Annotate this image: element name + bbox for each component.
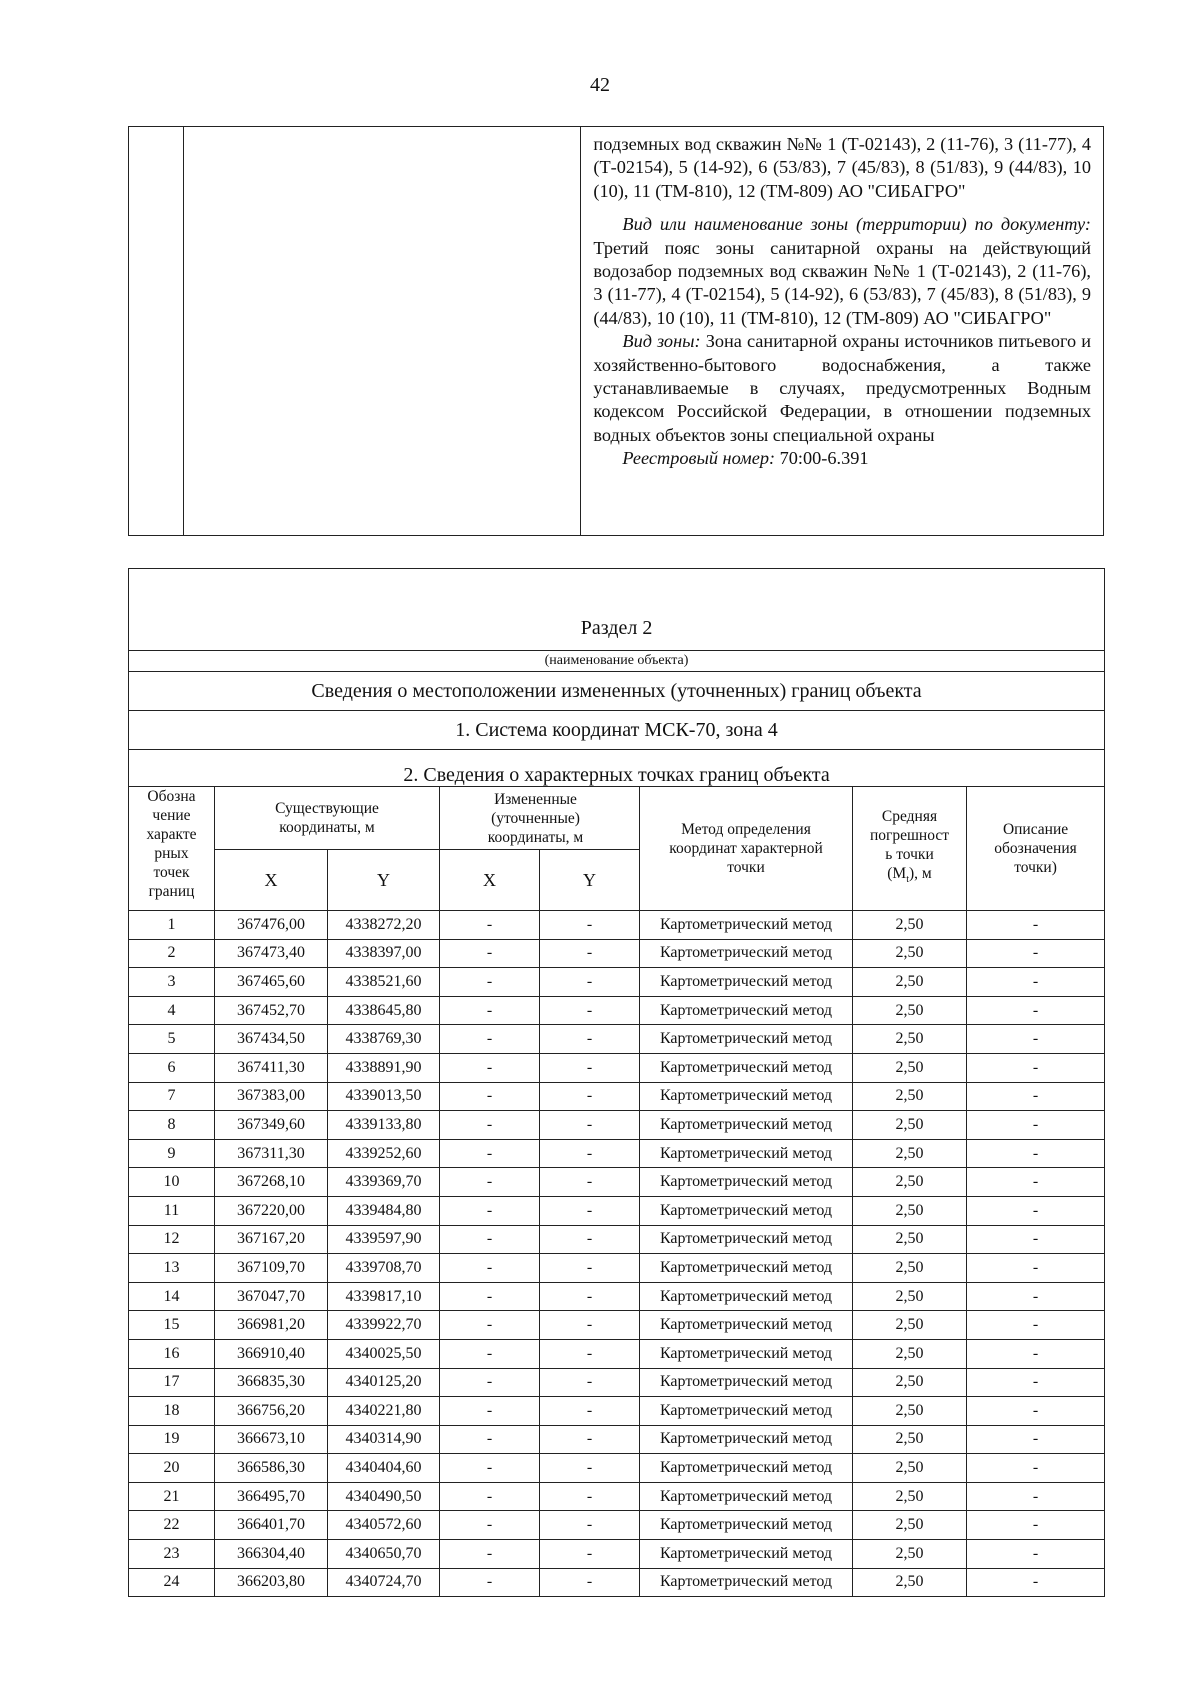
description-cell: - — [967, 1511, 1105, 1540]
changed-x-cell: - — [440, 1053, 540, 1082]
method-cell: Картометрический метод — [640, 1339, 853, 1368]
table-row — [129, 1368, 1105, 1397]
header-existing-y: Y — [328, 850, 440, 911]
existing-x-cell: 366756,20 — [215, 1397, 328, 1426]
existing-y-cell: 4339922,70 — [328, 1311, 440, 1340]
description-cell: - — [967, 1311, 1105, 1340]
changed-x-cell: - — [440, 1111, 540, 1140]
changed-y-cell: - — [540, 1368, 640, 1397]
method-cell: Картометрический метод — [640, 968, 853, 997]
error-cell: 2,50 — [853, 1225, 967, 1254]
changed-x-cell: - — [440, 911, 540, 940]
description-cell: - — [967, 1225, 1105, 1254]
points-heading: 2. Сведения о характерных точках границ объекта — [129, 750, 1105, 787]
description-cell: - — [967, 1196, 1105, 1225]
method-cell: Картометрический метод — [640, 1482, 853, 1511]
method-cell: Картометрический метод — [640, 1425, 853, 1454]
method-cell: Картометрический метод — [640, 1225, 853, 1254]
existing-x-cell: 367434,50 — [215, 1025, 328, 1054]
point-number-cell: 24 — [129, 1568, 215, 1597]
changed-y-cell: - — [540, 1139, 640, 1168]
point-number-cell: 18 — [129, 1397, 215, 1426]
error-cell: 2,50 — [853, 1425, 967, 1454]
description-cell: - — [967, 1568, 1105, 1597]
existing-x-cell: 366401,70 — [215, 1511, 328, 1540]
changed-y-cell: - — [540, 1425, 640, 1454]
changed-x-cell: - — [440, 1454, 540, 1483]
method-cell: Картометрический метод — [640, 1254, 853, 1283]
point-number-cell: 8 — [129, 1111, 215, 1140]
method-cell: Картометрический метод — [640, 1368, 853, 1397]
error-cell: 2,50 — [853, 1196, 967, 1225]
changed-y-cell: - — [540, 1053, 640, 1082]
point-number-cell: 19 — [129, 1425, 215, 1454]
changed-y-cell: - — [540, 1482, 640, 1511]
header-existing-x: X — [215, 850, 328, 911]
method-cell: Картометрический метод — [640, 1082, 853, 1111]
changed-y-cell: - — [540, 1568, 640, 1597]
changed-y-cell: - — [540, 1397, 640, 1426]
existing-x-cell: 367465,60 — [215, 968, 328, 997]
point-number-cell: 15 — [129, 1311, 215, 1340]
page-number: 42 — [590, 74, 610, 96]
method-cell: Картометрический метод — [640, 939, 853, 968]
registry-value: 70:00-6.391 — [775, 448, 869, 469]
point-number-cell: 13 — [129, 1254, 215, 1283]
error-cell: 2,50 — [853, 968, 967, 997]
table-row — [129, 1425, 1105, 1454]
changed-x-cell: - — [440, 1254, 540, 1283]
error-cell: 2,50 — [853, 1282, 967, 1311]
changed-y-cell: - — [540, 1540, 640, 1569]
description-cell: - — [967, 1282, 1105, 1311]
changed-x-cell: - — [440, 1397, 540, 1426]
table-row — [129, 996, 1105, 1025]
point-number-cell: 22 — [129, 1511, 215, 1540]
method-cell: Картометрический метод — [640, 1111, 853, 1140]
description-cell: - — [967, 1254, 1105, 1283]
point-number-cell: 3 — [129, 968, 215, 997]
point-number-cell: 1 — [129, 911, 215, 940]
description-cell: - — [967, 911, 1105, 940]
point-number-cell: 9 — [129, 1139, 215, 1168]
coordinate-system: 1. Система координат МСК-70, зона 4 — [129, 711, 1105, 750]
existing-x-cell: 366586,30 — [215, 1454, 328, 1483]
point-number-cell: 16 — [129, 1339, 215, 1368]
error-cell: 2,50 — [853, 1511, 967, 1540]
changed-y-cell: - — [540, 1168, 640, 1197]
method-cell: Картометрический метод — [640, 1397, 853, 1426]
header-changed-coords: Измененные (уточненные) координаты, м — [440, 787, 640, 850]
description-cell: - — [967, 939, 1105, 968]
existing-x-cell: 366981,20 — [215, 1311, 328, 1340]
description-cell: - — [967, 1168, 1105, 1197]
existing-y-cell: 4338272,20 — [328, 911, 440, 940]
description-cell: - — [967, 996, 1105, 1025]
changed-y-cell: - — [540, 1111, 640, 1140]
table-row — [129, 1168, 1105, 1197]
error-cell: 2,50 — [853, 1168, 967, 1197]
changed-y-cell: - — [540, 1225, 640, 1254]
zone-name-paragraph — [593, 213, 1091, 330]
existing-y-cell: 4339369,70 — [328, 1168, 440, 1197]
table-row — [129, 1196, 1105, 1225]
section-heading: Сведения о местоположении измененных (уточненных) границ объекта — [129, 672, 1105, 711]
changed-y-cell: - — [540, 1311, 640, 1340]
changed-x-cell: - — [440, 1082, 540, 1111]
description-cell: - — [967, 1368, 1105, 1397]
wells-paragraph: подземных вод скважин №№ 1 (Т-02143), 2 (11-76), 3 (11-77), 4 (Т-02154), 5 (14-92), 6 (53/83), 7 (45/83), 8 (51/83), 9 (44/83), 10 (10), 11 (ТМ-810), 12 (ТМ-809) АО "СИБАГРО" — [593, 134, 1091, 201]
point-number-cell: 11 — [129, 1196, 215, 1225]
existing-y-cell: 4340404,60 — [328, 1454, 440, 1483]
continuation-index-cell — [129, 127, 184, 536]
changed-x-cell: - — [440, 1482, 540, 1511]
table-row — [129, 1311, 1105, 1340]
existing-x-cell: 367311,30 — [215, 1139, 328, 1168]
error-cell: 2,50 — [853, 1111, 967, 1140]
error-cell: 2,50 — [853, 1339, 967, 1368]
error-cell: 2,50 — [853, 1540, 967, 1569]
description-cell: - — [967, 1339, 1105, 1368]
header-existing-coords: Существующие координаты, м — [215, 787, 440, 850]
description-cell: - — [967, 1139, 1105, 1168]
header-description: Описание обозначения точки) — [967, 787, 1105, 911]
point-number-cell: 6 — [129, 1053, 215, 1082]
point-number-cell: 7 — [129, 1082, 215, 1111]
existing-y-cell: 4340572,60 — [328, 1511, 440, 1540]
existing-x-cell: 367452,70 — [215, 996, 328, 1025]
method-cell: Картометрический метод — [640, 1139, 853, 1168]
error-cell: 2,50 — [853, 1397, 967, 1426]
existing-y-cell: 4340490,50 — [328, 1482, 440, 1511]
table-row — [129, 1511, 1105, 1540]
changed-x-cell: - — [440, 968, 540, 997]
existing-y-cell: 4339013,50 — [328, 1082, 440, 1111]
header-method: Метод определения координат характерной точки — [640, 787, 853, 911]
existing-y-cell: 4339133,80 — [328, 1111, 440, 1140]
existing-y-cell: 4339484,80 — [328, 1196, 440, 1225]
zone-name-label: Вид или наименование зоны (территории) по документу: — [622, 214, 1091, 235]
point-number-cell: 23 — [129, 1540, 215, 1569]
point-number-cell: 10 — [129, 1168, 215, 1197]
existing-y-cell: 4339252,60 — [328, 1139, 440, 1168]
existing-x-cell: 366835,30 — [215, 1368, 328, 1397]
table-row — [129, 1282, 1105, 1311]
description-cell: - — [967, 968, 1105, 997]
changed-y-cell: - — [540, 1082, 640, 1111]
changed-y-cell: - — [540, 939, 640, 968]
description-cell: - — [967, 1025, 1105, 1054]
table-row — [129, 939, 1105, 968]
error-cell: 2,50 — [853, 1082, 967, 1111]
changed-x-cell: - — [440, 1425, 540, 1454]
continuation-description-cell — [581, 127, 1104, 536]
error-cell: 2,50 — [853, 996, 967, 1025]
description-cell: - — [967, 1397, 1105, 1426]
table-row — [129, 1454, 1105, 1483]
zone-type-paragraph — [593, 330, 1091, 447]
table-row — [129, 1397, 1105, 1426]
changed-x-cell: - — [440, 1168, 540, 1197]
zone-name-value: Третий пояс зоны санитарной охраны на действующий водозабор подземных вод скважин №№ 1 (Т-02143), 2 (11-76), 3 (11-77), 4 (Т-02154), 5 (14-92), 6 (53/83), 7 (45/83), 8 (51/83), 9 (44/83), 10 (10), 11 (ТМ-810), 12 (ТМ-809) АО "СИБАГРО" — [593, 237, 1091, 328]
point-number-cell: 20 — [129, 1454, 215, 1483]
section-table — [128, 568, 1105, 1597]
existing-y-cell: 4338769,30 — [328, 1025, 440, 1054]
object-name-hint: (наименование объекта) — [129, 651, 1105, 672]
description-cell: - — [967, 1425, 1105, 1454]
point-number-cell: 2 — [129, 939, 215, 968]
zone-type-label: Вид зоны: — [622, 331, 701, 352]
changed-x-cell: - — [440, 1196, 540, 1225]
changed-x-cell: - — [440, 1568, 540, 1597]
existing-y-cell: 4339597,90 — [328, 1225, 440, 1254]
existing-y-cell: 4338645,80 — [328, 996, 440, 1025]
table-row — [129, 1111, 1105, 1140]
description-cell: - — [967, 1482, 1105, 1511]
method-cell: Картометрический метод — [640, 911, 853, 940]
error-cell: 2,50 — [853, 911, 967, 940]
point-number-cell: 14 — [129, 1282, 215, 1311]
changed-y-cell: - — [540, 968, 640, 997]
existing-x-cell: 367476,00 — [215, 911, 328, 940]
table-row — [129, 968, 1105, 997]
table-row — [129, 1540, 1105, 1569]
existing-x-cell: 366304,40 — [215, 1540, 328, 1569]
error-cell: 2,50 — [853, 1568, 967, 1597]
existing-y-cell: 4340650,70 — [328, 1540, 440, 1569]
method-cell: Картометрический метод — [640, 1511, 853, 1540]
existing-x-cell: 367383,00 — [215, 1082, 328, 1111]
method-cell: Картометрический метод — [640, 1168, 853, 1197]
changed-x-cell: - — [440, 1311, 540, 1340]
method-cell: Картометрический метод — [640, 1025, 853, 1054]
point-number-cell: 17 — [129, 1368, 215, 1397]
existing-y-cell: 4338397,00 — [328, 939, 440, 968]
changed-y-cell: - — [540, 1339, 640, 1368]
table-row — [129, 1025, 1105, 1054]
existing-x-cell: 366495,70 — [215, 1482, 328, 1511]
description-cell: - — [967, 1053, 1105, 1082]
existing-x-cell: 367473,40 — [215, 939, 328, 968]
method-cell: Картометрический метод — [640, 1311, 853, 1340]
changed-x-cell: - — [440, 1225, 540, 1254]
changed-x-cell: - — [440, 1339, 540, 1368]
table-row — [129, 1082, 1105, 1111]
method-cell: Картометрический метод — [640, 1196, 853, 1225]
changed-y-cell: - — [540, 996, 640, 1025]
changed-x-cell: - — [440, 1540, 540, 1569]
zone-type-value: Зона санитарной охраны источников питьевого и хозяйственно-бытового водоснабжения, а также устанавливаемые в случаях, предусмотренных Водным кодексом Российской Федерации, в отношении подземных водных объектов зоны специальной охраны — [593, 331, 1091, 445]
method-cell: Картометрический метод — [640, 1568, 853, 1597]
existing-y-cell: 4340125,20 — [328, 1368, 440, 1397]
changed-y-cell: - — [540, 1511, 640, 1540]
point-number-cell: 21 — [129, 1482, 215, 1511]
description-cell: - — [967, 1111, 1105, 1140]
point-number-cell: 4 — [129, 996, 215, 1025]
table-row — [129, 1482, 1105, 1511]
changed-y-cell: - — [540, 1254, 640, 1283]
existing-x-cell: 367109,70 — [215, 1254, 328, 1283]
existing-y-cell: 4339817,10 — [328, 1282, 440, 1311]
header-point-designation: Обозна чение характе рных точек границ — [129, 787, 215, 911]
changed-y-cell: - — [540, 911, 640, 940]
description-cell: - — [967, 1082, 1105, 1111]
error-cell: 2,50 — [853, 1139, 967, 1168]
existing-y-cell: 4340724,70 — [328, 1568, 440, 1597]
section-title: Раздел 2 — [129, 569, 1105, 651]
existing-x-cell: 366673,10 — [215, 1425, 328, 1454]
error-cell: 2,50 — [853, 1482, 967, 1511]
description-cell: - — [967, 1540, 1105, 1569]
continuation-table — [128, 126, 1104, 536]
changed-y-cell: - — [540, 1282, 640, 1311]
changed-x-cell: - — [440, 1368, 540, 1397]
existing-y-cell: 4339708,70 — [328, 1254, 440, 1283]
existing-y-cell: 4338521,60 — [328, 968, 440, 997]
existing-x-cell: 367167,20 — [215, 1225, 328, 1254]
table-row — [129, 1139, 1105, 1168]
method-cell: Картометрический метод — [640, 1540, 853, 1569]
existing-x-cell: 367349,60 — [215, 1111, 328, 1140]
existing-x-cell: 367411,30 — [215, 1053, 328, 1082]
existing-y-cell: 4340025,50 — [328, 1339, 440, 1368]
changed-x-cell: - — [440, 1025, 540, 1054]
description-cell: - — [967, 1454, 1105, 1483]
existing-x-cell: 367268,10 — [215, 1168, 328, 1197]
existing-x-cell: 367220,00 — [215, 1196, 328, 1225]
header-error: Средняя погрешност ь точки $(M_t)$, м — [853, 787, 967, 911]
error-cell: 2,50 — [853, 1025, 967, 1054]
changed-x-cell: - — [440, 996, 540, 1025]
method-cell: Картометрический метод — [640, 996, 853, 1025]
table-row — [129, 1339, 1105, 1368]
point-number-cell: 12 — [129, 1225, 215, 1254]
existing-x-cell: 366910,40 — [215, 1339, 328, 1368]
changed-x-cell: - — [440, 939, 540, 968]
changed-y-cell: - — [540, 1196, 640, 1225]
table-row — [129, 911, 1105, 940]
table-row — [129, 1225, 1105, 1254]
error-cell: 2,50 — [853, 1254, 967, 1283]
changed-x-cell: - — [440, 1511, 540, 1540]
error-cell: 2,50 — [853, 1311, 967, 1340]
changed-x-cell: - — [440, 1139, 540, 1168]
registry-paragraph — [593, 447, 1091, 470]
header-changed-x: X — [440, 850, 540, 911]
error-cell: 2,50 — [853, 1053, 967, 1082]
changed-y-cell: - — [540, 1454, 640, 1483]
existing-x-cell: 366203,80 — [215, 1568, 328, 1597]
registry-label: Реестровый номер: — [622, 448, 776, 469]
changed-y-cell: - — [540, 1025, 640, 1054]
existing-x-cell: 367047,70 — [215, 1282, 328, 1311]
method-cell: Картометрический метод — [640, 1454, 853, 1483]
table-row — [129, 1568, 1105, 1597]
existing-y-cell: 4340314,90 — [328, 1425, 440, 1454]
error-cell: 2,50 — [853, 1454, 967, 1483]
table-row — [129, 1254, 1105, 1283]
continuation-name-cell — [183, 127, 581, 536]
error-cell: 2,50 — [853, 939, 967, 968]
point-number-cell: 5 — [129, 1025, 215, 1054]
existing-y-cell: 4338891,90 — [328, 1053, 440, 1082]
existing-y-cell: 4340221,80 — [328, 1397, 440, 1426]
table-row — [129, 1053, 1105, 1082]
header-changed-y: Y — [540, 850, 640, 911]
error-cell: 2,50 — [853, 1368, 967, 1397]
method-cell: Картометрический метод — [640, 1053, 853, 1082]
changed-x-cell: - — [440, 1282, 540, 1311]
method-cell: Картометрический метод — [640, 1282, 853, 1311]
